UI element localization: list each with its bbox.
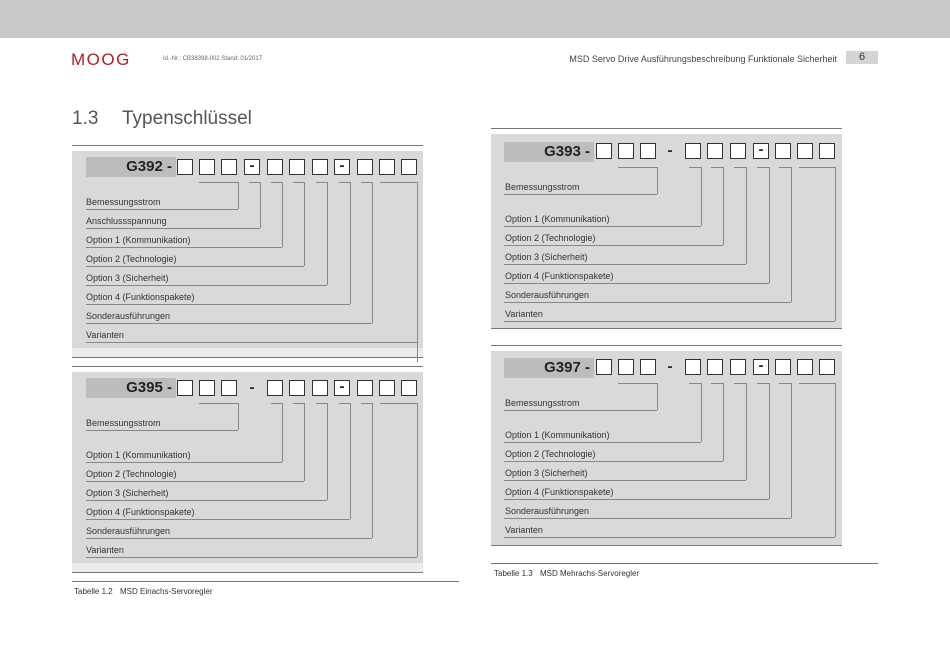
code-label: Varianten	[86, 330, 124, 340]
code-box	[819, 143, 835, 159]
table-top-rule	[72, 366, 423, 367]
leader-line	[657, 383, 658, 410]
leader-line	[327, 182, 328, 285]
code-label: Option 2 (Technologie)	[86, 469, 177, 479]
label-underline	[504, 264, 746, 265]
code-box	[267, 159, 283, 175]
leader-line	[304, 403, 305, 481]
code-box	[199, 380, 215, 396]
leader-line	[835, 383, 836, 537]
code-box	[221, 159, 237, 175]
code-label: Option 4 (Funktionspakete)	[86, 292, 195, 302]
leader-line	[372, 182, 373, 323]
code-label: Option 4 (Funktionspakete)	[505, 271, 614, 281]
code-box	[199, 159, 215, 175]
model-code	[504, 142, 594, 162]
type-key-g397	[491, 345, 842, 546]
code-box	[775, 359, 791, 375]
caption-number: Tabelle 1.2	[74, 587, 113, 596]
leader-line	[282, 403, 283, 462]
leader-line	[417, 403, 418, 557]
table-top-rule	[491, 345, 842, 346]
leader-line	[282, 182, 283, 247]
leader-line	[701, 383, 702, 442]
label-underline	[504, 283, 769, 284]
leader-line	[327, 403, 328, 500]
label-underline	[504, 194, 657, 195]
code-dash: -	[667, 142, 673, 159]
table-bottom-rule	[491, 545, 842, 546]
code-label: Option 3 (Sicherheit)	[86, 273, 169, 283]
code-box	[401, 380, 417, 396]
leader-line	[746, 383, 747, 480]
leader-line	[618, 383, 658, 384]
caption-text: MSD Einachs-Servoregler	[120, 587, 213, 596]
leader-line	[238, 403, 239, 430]
code-label: Option 1 (Kommunikation)	[86, 235, 191, 245]
code-label: Option 2 (Technologie)	[505, 233, 596, 243]
leader-line	[417, 182, 418, 362]
code-box	[618, 359, 634, 375]
leader-line	[238, 182, 239, 209]
leader-line	[701, 167, 702, 226]
label-underline	[504, 461, 723, 462]
leader-line	[350, 182, 351, 304]
code-label: Sonderausführungen	[86, 526, 171, 536]
model-code-label: G393 -	[544, 143, 590, 160]
leader-line	[618, 167, 658, 168]
leader-line	[380, 182, 417, 183]
label-underline	[504, 410, 657, 411]
code-box	[685, 359, 701, 375]
label-underline	[86, 247, 282, 248]
page-number: 6	[846, 51, 878, 64]
code-label: Bemessungsstrom	[505, 182, 580, 192]
code-box	[797, 143, 813, 159]
code-label: Option 4 (Funktionspakete)	[505, 487, 614, 497]
code-box	[357, 380, 373, 396]
caption-text: MSD Mehrachs-Servoregler	[540, 569, 640, 578]
code-box	[379, 380, 395, 396]
model-code-label: G397 -	[544, 359, 590, 376]
leader-line	[199, 403, 239, 404]
code-label: Varianten	[86, 545, 124, 555]
section-title: Typenschlüssel	[122, 108, 252, 129]
label-underline	[86, 342, 417, 343]
label-underline	[86, 500, 327, 501]
code-box	[618, 143, 634, 159]
caption-number: Tabelle 1.3	[494, 569, 533, 578]
table-top-rule	[72, 145, 423, 146]
label-underline	[504, 537, 835, 538]
leader-line	[769, 383, 770, 499]
code-label: Anschlussspannung	[86, 216, 167, 226]
code-label: Option 1 (Kommunikation)	[505, 430, 610, 440]
leader-line	[769, 167, 770, 283]
label-underline	[504, 518, 791, 519]
label-underline	[504, 226, 701, 227]
label-underline	[86, 304, 350, 305]
label-underline	[86, 266, 304, 267]
document-title: MSD Servo Drive Ausführungsbeschreibung Funktionale Sicherheit	[569, 54, 837, 64]
code-box	[797, 359, 813, 375]
code-box	[289, 159, 305, 175]
label-underline	[504, 480, 746, 481]
label-underline	[504, 302, 791, 303]
code-label: Varianten	[505, 309, 543, 319]
panel-bottom-strip	[72, 348, 423, 357]
code-box	[640, 359, 656, 375]
code-label: Option 4 (Funktionspakete)	[86, 507, 195, 517]
code-box	[401, 159, 417, 175]
code-label: Option 1 (Kommunikation)	[505, 214, 610, 224]
leader-line	[791, 167, 792, 302]
leader-line	[799, 383, 836, 384]
section-number: 1.3	[72, 108, 99, 129]
leader-line	[723, 167, 724, 245]
code-box	[357, 159, 373, 175]
code-label: Sonderausführungen	[505, 290, 590, 300]
leader-line	[372, 403, 373, 538]
code-dash: -	[249, 379, 255, 396]
code-label: Sonderausführungen	[505, 506, 590, 516]
code-box	[177, 380, 193, 396]
model-code	[504, 358, 594, 378]
leader-line	[799, 167, 836, 168]
label-underline	[86, 323, 372, 324]
code-label: Bemessungsstrom	[86, 197, 161, 207]
model-code	[86, 378, 176, 398]
code-box	[379, 159, 395, 175]
code-label: Bemessungsstrom	[86, 418, 161, 428]
code-label: Option 3 (Sicherheit)	[505, 252, 588, 262]
model-code-label: G392 -	[126, 158, 172, 175]
label-underline	[86, 557, 417, 558]
panel-bottom-strip	[72, 563, 423, 572]
leader-line	[657, 167, 658, 194]
label-underline	[86, 285, 327, 286]
leader-line	[304, 182, 305, 266]
code-label: Bemessungsstrom	[505, 398, 580, 408]
code-label: Varianten	[505, 525, 543, 535]
table-bottom-rule	[72, 357, 423, 358]
leader-line	[260, 182, 261, 228]
code-dash: -	[753, 143, 769, 159]
code-box	[267, 380, 283, 396]
code-box	[221, 380, 237, 396]
table-top-rule	[491, 128, 842, 129]
label-underline	[504, 245, 723, 246]
code-box	[775, 143, 791, 159]
code-box	[640, 143, 656, 159]
code-box	[819, 359, 835, 375]
type-key-g395	[72, 366, 423, 573]
document-id: Id.-Nr.: CB38398-002 Stand: 01/2017	[163, 56, 263, 62]
code-box	[730, 359, 746, 375]
code-dash: -	[667, 358, 673, 375]
label-underline	[86, 462, 282, 463]
model-code-label: G395 -	[126, 379, 172, 396]
leader-line	[350, 403, 351, 519]
label-underline	[504, 321, 835, 322]
leader-line	[791, 383, 792, 518]
table-caption	[494, 569, 639, 578]
code-box	[312, 159, 328, 175]
table-bottom-rule	[491, 328, 842, 329]
leader-line	[199, 182, 239, 183]
code-label: Sonderausführungen	[86, 311, 171, 321]
leader-line	[746, 167, 747, 264]
code-dash: -	[334, 380, 350, 396]
code-box	[289, 380, 305, 396]
code-box	[707, 359, 723, 375]
label-underline	[86, 481, 304, 482]
code-box	[707, 143, 723, 159]
code-dash: -	[244, 159, 260, 175]
caption-rule	[72, 581, 459, 582]
label-underline	[86, 538, 372, 539]
code-box	[685, 143, 701, 159]
caption-rule	[491, 563, 878, 564]
label-underline	[504, 442, 701, 443]
code-box	[596, 143, 612, 159]
code-label: Option 3 (Sicherheit)	[86, 488, 169, 498]
table-caption	[74, 587, 212, 596]
code-dash: -	[753, 359, 769, 375]
label-underline	[504, 499, 769, 500]
code-box	[312, 380, 328, 396]
code-label: Option 3 (Sicherheit)	[505, 468, 588, 478]
label-underline	[86, 209, 238, 210]
code-label: Option 2 (Technologie)	[505, 449, 596, 459]
type-key-g393	[491, 128, 842, 329]
model-code	[86, 157, 176, 177]
code-dash: -	[334, 159, 350, 175]
top-bar	[0, 0, 950, 38]
label-underline	[86, 430, 238, 431]
moog-logo	[71, 50, 153, 68]
code-box	[730, 143, 746, 159]
leader-line	[380, 403, 417, 404]
label-underline	[86, 228, 260, 229]
leader-line	[835, 167, 836, 321]
type-key-g392	[72, 145, 423, 358]
table-bottom-rule	[72, 572, 423, 573]
code-box	[177, 159, 193, 175]
code-box	[596, 359, 612, 375]
code-label: Option 2 (Technologie)	[86, 254, 177, 264]
code-label: Option 1 (Kommunikation)	[86, 450, 191, 460]
section-heading	[72, 108, 252, 130]
label-underline	[86, 519, 350, 520]
leader-line	[723, 383, 724, 461]
logo-text: MOOG	[71, 50, 131, 68]
